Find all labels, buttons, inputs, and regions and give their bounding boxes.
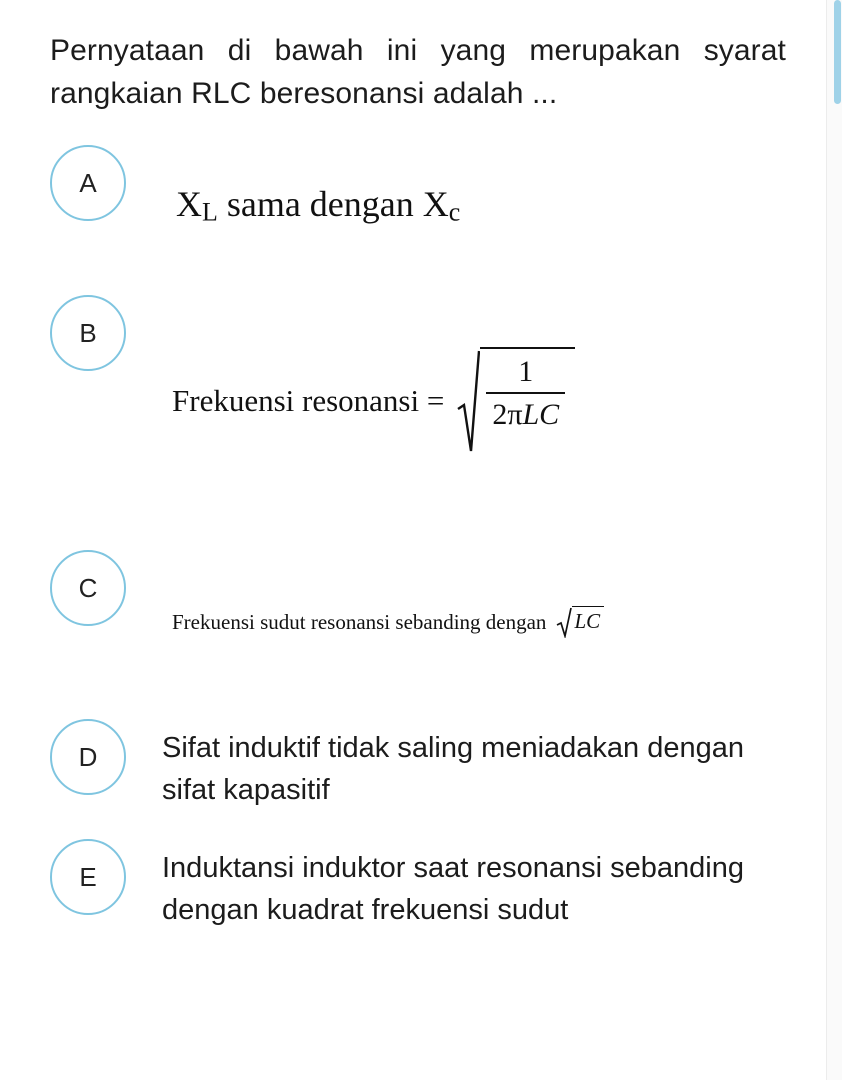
option-d-label: Sifat induktif tidak saling meniadakan dengan sifat kapasitif (162, 732, 744, 807)
option-b-denominator-coef: 2π (492, 397, 523, 431)
option-b-formula (172, 347, 575, 455)
option-b-denominator-vars: LC (522, 397, 560, 431)
option-b-fraction (480, 347, 575, 455)
radical-icon (556, 606, 572, 638)
option-e[interactable] (0, 835, 842, 941)
scrollbar-thumb[interactable] (834, 0, 841, 104)
option-a-formula-mid: sama dengan X (217, 184, 449, 225)
option-a-formula-tail-sub: c (448, 197, 461, 227)
option-a-formula-lead: X (176, 184, 202, 225)
scrollbar[interactable] (826, 0, 842, 1080)
option-c[interactable] (0, 550, 842, 715)
radical-icon (456, 347, 480, 455)
option-c-radicand: LC (572, 606, 604, 638)
option-b-numerator: 1 (518, 355, 534, 389)
option-a[interactable] (0, 145, 842, 295)
option-c-radical (556, 606, 604, 638)
options-list (0, 145, 842, 941)
option-a-formula (176, 183, 460, 228)
option-b-radical (456, 347, 575, 455)
option-b-formula-lead: Frekuensi resonansi = (172, 383, 445, 419)
option-b-bubble[interactable]: B (50, 295, 126, 371)
option-c-formula (172, 606, 604, 638)
option-d[interactable] (0, 715, 842, 835)
option-b[interactable] (0, 295, 842, 550)
question-text: Pernyataan di bawah ini yang merupakan syarat rangkaian RLC beresonansi adalah ... (50, 34, 786, 110)
option-e-label: Induktansi induktor saat resonansi sebanding dengan kuadrat frekuensi sudut (162, 852, 744, 927)
option-e-bubble[interactable]: E (50, 839, 126, 915)
option-b-denominator (486, 394, 565, 436)
option-a-formula-lead-sub: L (202, 197, 218, 227)
option-c-formula-lead: Frekuensi sudut resonansi sebanding dengan (172, 609, 547, 634)
option-d-bubble[interactable]: D (50, 719, 126, 795)
option-a-bubble[interactable]: A (50, 145, 126, 221)
option-c-bubble[interactable]: C (50, 550, 126, 626)
